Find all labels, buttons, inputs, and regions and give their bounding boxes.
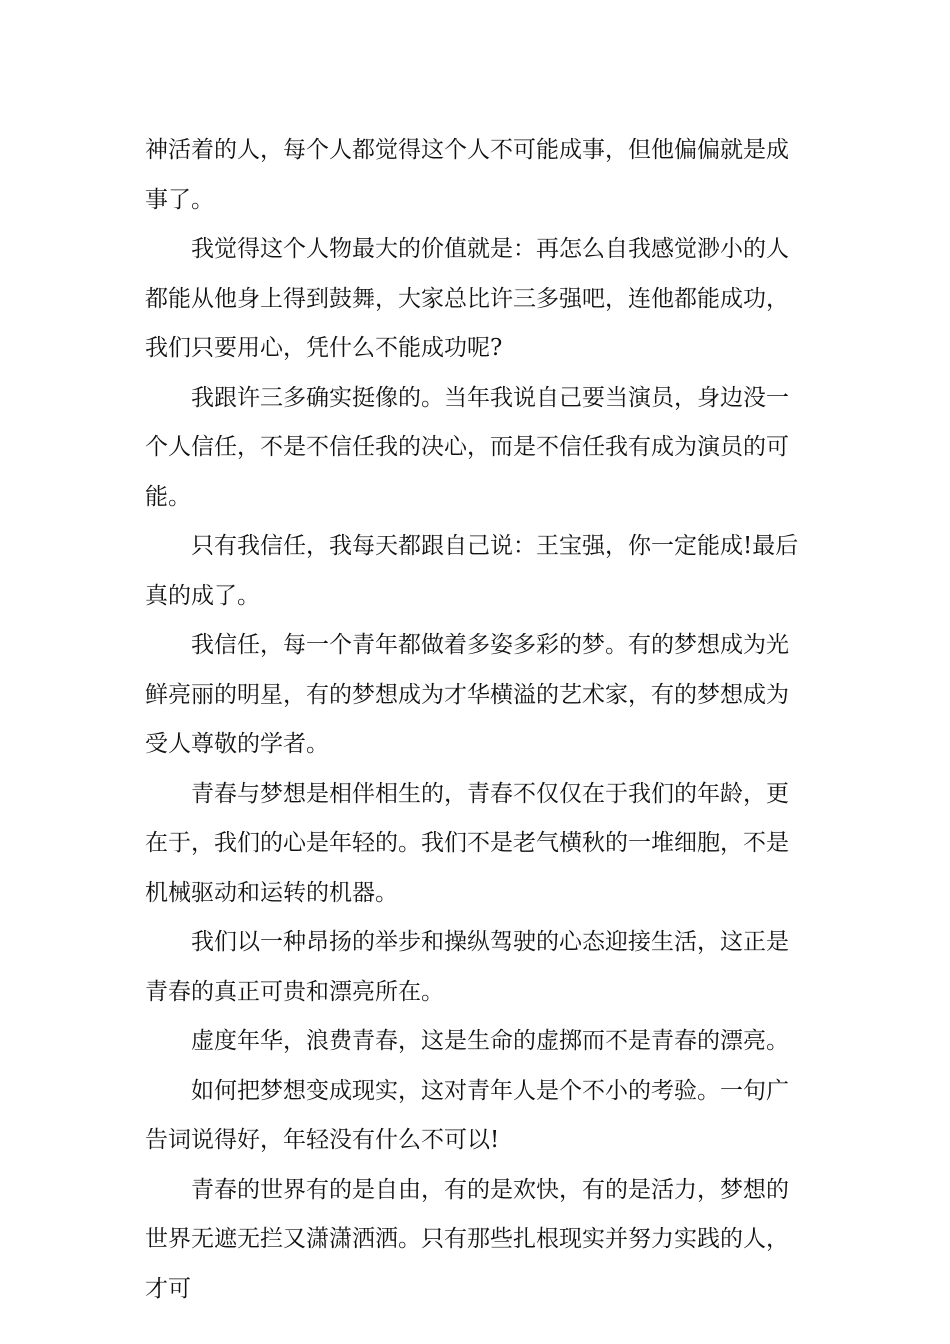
paragraph-7: 我们以一种昂扬的举步和操纵驾驶的心态迎接生活，这正是青春的真正可贵和漂亮所在。 (145, 929, 789, 1005)
paragraph-8: 虚度年华，浪费青春，这是生命的虚掷而不是青春的漂亮。 (191, 1028, 789, 1054)
paragraph-1: 神活着的人，每个人都觉得这个人不可能成事，但他偏偏就是成事了。 (145, 137, 789, 213)
paragraph-2: 我觉得这个人物最大的价值就是：再怎么自我感觉渺小的人都能从他身上得到鼓舞，大家总比许三多强吧，连他都能成功，我们只要用心，凭什么不能成功呢? (145, 236, 789, 361)
paragraph-3: 我跟许三多确实挺像的。当年我说自己要当演员，身边没一个人信任，不是不信任我的决心，而是不信任我有成为演员的可能。 (145, 384, 789, 510)
paragraph-5: 我信任，每一个青年都做着多姿多彩的梦。有的梦想成为光鲜亮丽的明星，有的梦想成为才华横溢的艺术家，有的梦想成为受人尊敬的学者。 (145, 632, 789, 757)
paragraph-10: 青春的世界有的是自由，有的是欢快，有的是活力，梦想的世界无遮无拦又潇潇洒洒。只有那些扎根现实并努力实践的人，才可 (145, 1176, 789, 1302)
document-body (145, 126, 807, 1314)
paragraph-9: 如何把梦想变成现实，这对青年人是个不小的考验。一句广告词说得好，年轻没有什么不可以! (145, 1077, 789, 1153)
paragraph-4: 只有我信任，我每天都跟自己说：王宝强，你一定能成!最后真的成了。 (145, 533, 799, 609)
paragraph-6: 青春与梦想是相伴相生的，青春不仅仅在于我们的年龄，更在于，我们的心是年轻的。我们不是老气横秋的一堆细胞，不是机械驱动和运转的机器。 (145, 780, 789, 906)
